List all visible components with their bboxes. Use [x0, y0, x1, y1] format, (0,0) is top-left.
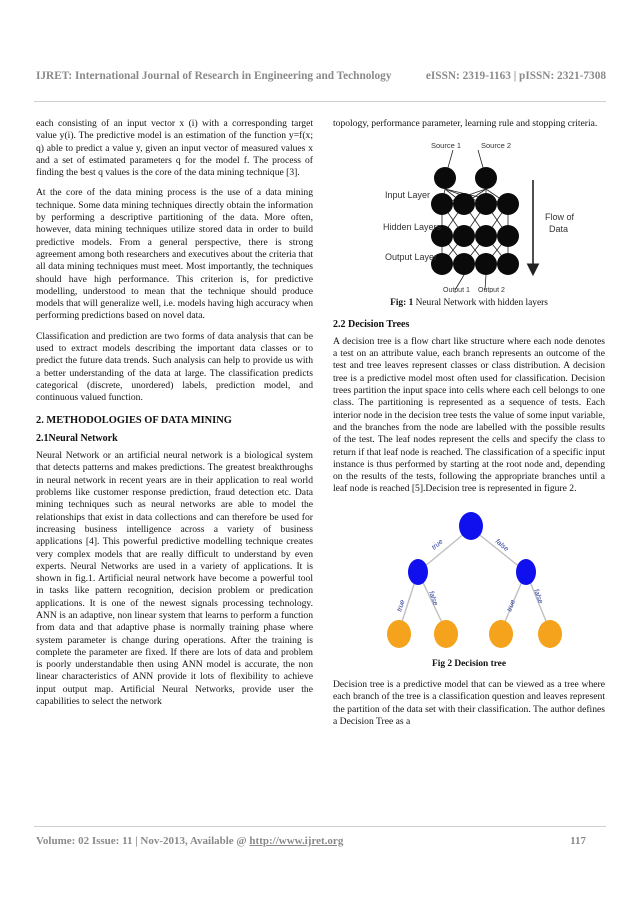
- flow-label-line1: Flow of: [545, 212, 575, 223]
- section-heading: 2. METHODOLOGIES OF DATA MINING: [36, 414, 232, 426]
- journal-title: IJRET: International Journal of Research in Engineering and Technology: [36, 70, 392, 82]
- paragraph: topology, performance parameter, learning rule and stopping criteria.: [333, 118, 598, 129]
- branch-label-root-false: false: [493, 537, 510, 553]
- volume-info: Volume: 02 Issue: 11 | Nov-2013, Available @: [36, 835, 250, 847]
- right-column: [333, 118, 605, 736]
- neural-network-figure: [333, 138, 605, 293]
- nn-nodes: [431, 167, 519, 275]
- paragraph: Decision tree is a predictive model that can be viewed as a tree where each branch of the tree is a classification question and leaves represent the partition of the data set with their classification. The author defines a Decision Tree as a: [333, 679, 605, 727]
- branch-label-root-true: true: [430, 538, 445, 552]
- output-1-label: Output 1: [443, 287, 470, 294]
- page-footer: [36, 835, 606, 847]
- branch-label-left-true: true: [396, 598, 407, 613]
- subsection-heading: 2.2 Decision Trees: [333, 318, 410, 330]
- issn-label: eISSN: 2319-1163 | pISSN: 2321-7308: [425, 70, 606, 82]
- page-number: 117: [570, 835, 586, 847]
- subsection-heading: 2.1Neural Network: [36, 432, 118, 444]
- paragraph: At the core of the data mining process is the use of a data mining technique. Some data mining techniques directly obtain the information by performing a descriptive partitioning of the data. More often, however, data mining techniques utilize stored data in order to build predictive models. From a general perspective, there is strong agreement among both researchers and executives about the criteria that all data mining techniques must meet. Most importantly, the techniques should have high performance. This criterion is, for predictive modelling, understood to mean that the technique should produce models that will generalize well, i.e. models having high accuracy when performing predictions based on novel data.: [36, 187, 313, 322]
- journal-link[interactable]: http://www.ijret.org: [249, 835, 344, 847]
- branch-label-left-false: false: [427, 590, 439, 607]
- tree-internal-nodes: [408, 512, 536, 585]
- branch-label-right-false: false: [532, 588, 544, 605]
- paragraph: each consisting of an input vector x (i) with a corresponding target value y(i). The predictive model is an estimation of the function y=f(x; q) able to predict a value y, given an input vector of measured values x and a set of estimated parameters q for the model f. The process of finding the best q values is the core of the data mining technique [3].: [36, 118, 313, 179]
- flow-label-line2: Data: [549, 224, 569, 235]
- paragraph: A decision tree is a flow chart like structure where each node denotes a test on an attribute value, each branch represents an outcome of the test and tree leaves represent classes or class distribution. A decision tree is a predictive model most often used for classification. Decision trees partition the input space into cells where each cell belongs to one class. The partitioning is represented as a sequence of tests. Each interior node in the decision tree tests the value of some input variable, and the branches from the node are labelled with the possible results of the test. The leaf nodes represent the cells and specify the class to return if that leaf node is reached. The classification of a specific input instance is thus performed by starting at the root node and, depending on the results of the tests, following the appropriate branches until a leaf node is reached [5].Decision tree is represented in figure 2.: [333, 335, 606, 495]
- tree-leaf-nodes: [387, 620, 562, 648]
- figure-2-caption: Fig 2 Decision tree: [431, 658, 507, 669]
- decision-tree-figure: [333, 504, 605, 654]
- output-2-label: Output 2: [478, 287, 505, 294]
- footer-rule: [34, 826, 606, 827]
- source-2-label: Source 2: [481, 141, 512, 151]
- output-layer-label: Output Layer: [385, 252, 438, 263]
- source-1-label: Source 1: [431, 141, 462, 151]
- branch-label-right-true: true: [506, 598, 518, 613]
- neural-network-diagram: [333, 138, 605, 293]
- input-layer-label: Input Layer: [385, 190, 431, 201]
- paragraph: Neural Network or an artificial neural network is a biological system that detects patterns and makes predictions. The greatest breakthroughs in neural network in recent years are in their application to real world problems like customer response prediction, fraud detection etc. Data mining techniques such as neural networks are able to model the relationships that exist in data collections and can therefore be used for increasing business intelligence across a variety of business applications [4]. This powerful predictive modelling technique creates very complex models that are really difficult to understand by even experts. Neural Networks are used in a variety of applications. It is shown in fig.1. Artificial neural network have become a powerful tool in tasks like pattern recognition, decision problem or predication applications. It is one of the newest signals processing technology. ANN is an adaptive, non linear system that learns to perform a function from data and that adaptive phase is normally training phase where system parameter is change during operations. After the training is complete the parameter are fixed. If there are lots of data and problem is poorly understandable then using ANN model is accurate, the non linear characteristics of ANN provide it lots of flexibility to achieve input output map. Artificial Neural Networks, provide user the capabilities to select the network: [36, 450, 313, 708]
- header-rule: [34, 101, 606, 102]
- paragraph: Classification and prediction are two forms of data analysis that can be used to extract models describing the important data classes or to predict the future data trends. Such analysis can help to provide us with a better understanding of the data at large. The classification predicts categorical (discrete, unordered) labels, prediction model, and continuous valued function.: [36, 330, 313, 404]
- decision-tree-diagram: [333, 504, 605, 654]
- figure-1-caption: Fig: 1 Neural Network with hidden layers: [390, 298, 548, 309]
- hidden-layers-label: Hidden Layers: [383, 222, 442, 233]
- left-column: [36, 118, 313, 716]
